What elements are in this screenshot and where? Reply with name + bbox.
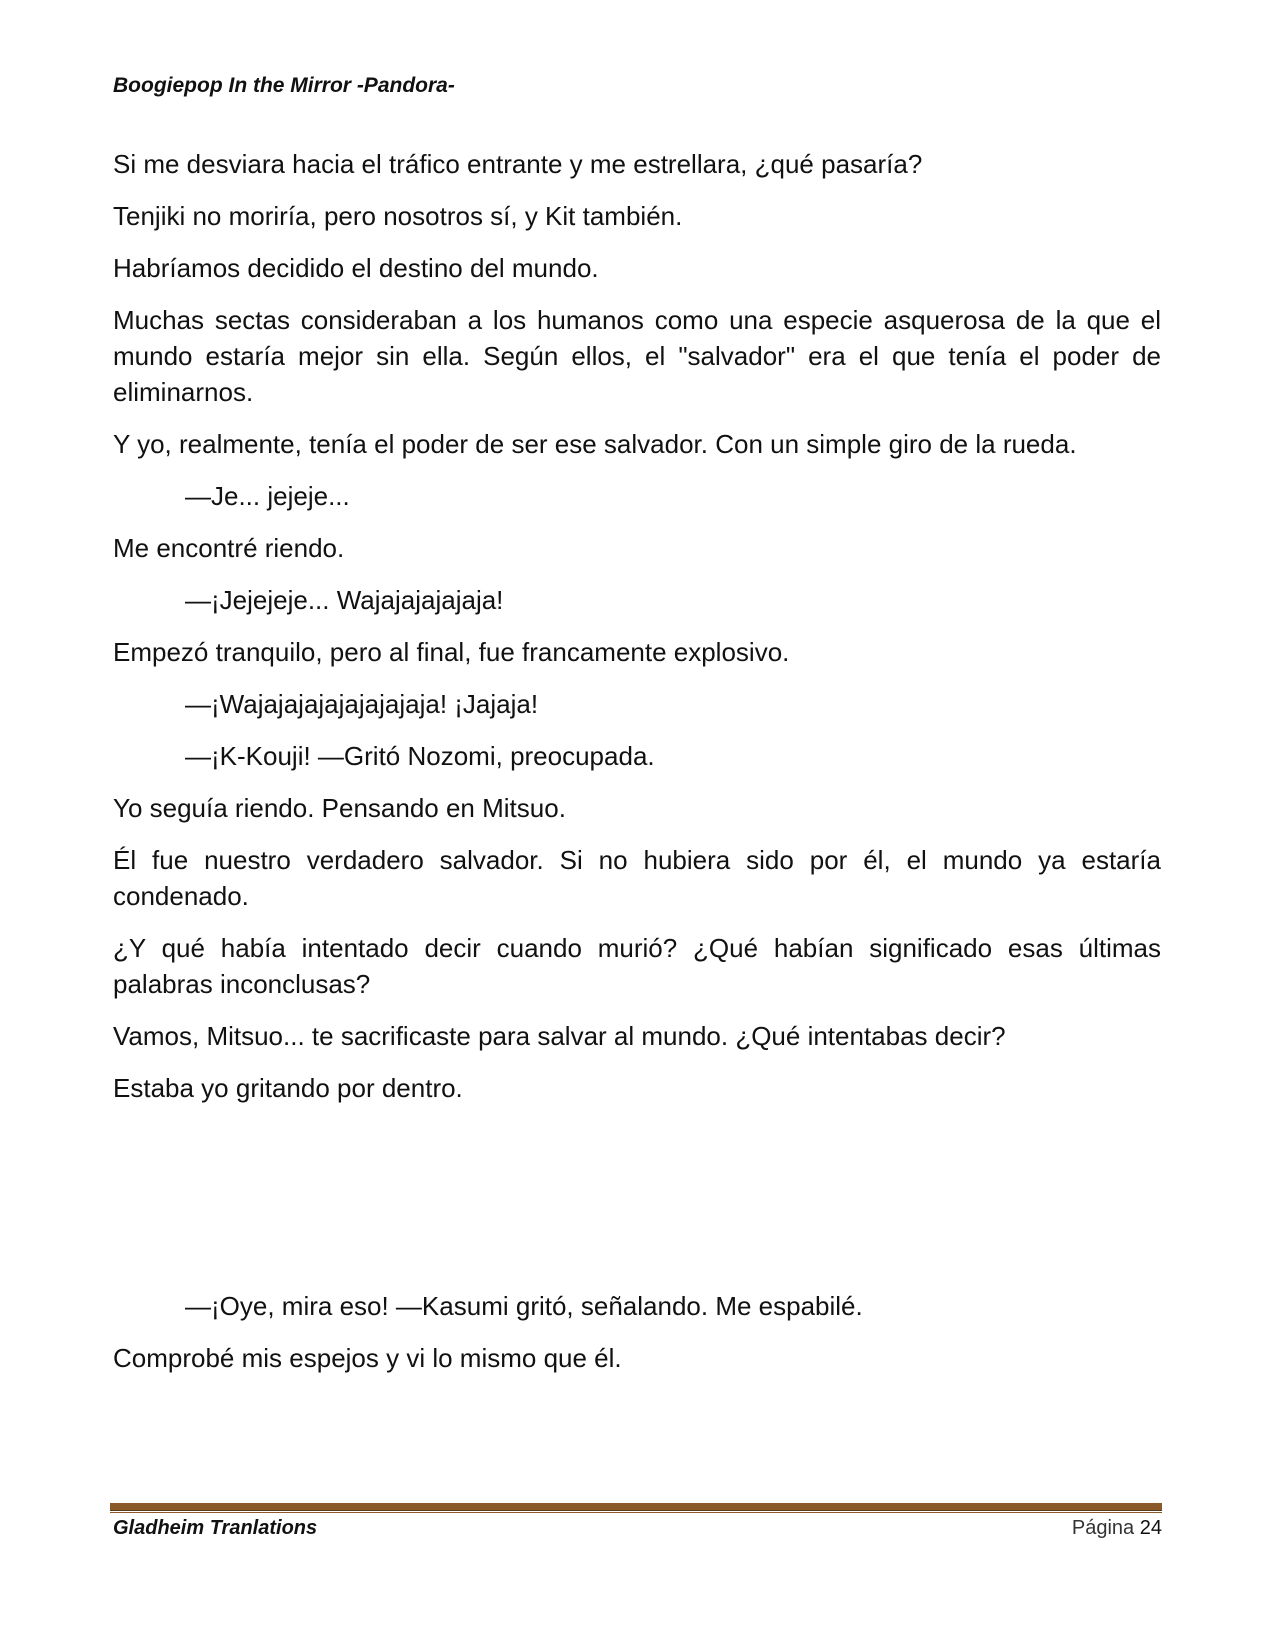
dialogue-line: —¡Jejejeje... Wajajajajajaja! xyxy=(185,585,504,615)
page-label: Página xyxy=(1071,1517,1135,1539)
dialogue-line: —Je... jejeje... xyxy=(185,481,350,511)
paragraph: Vamos, Mitsuo... te sacrificaste para salvar al mundo. ¿Qué intentabas decir? xyxy=(113,1021,1006,1051)
paragraph: ¿Y qué había intentado decir cuando murió? ¿Qué habían significado esas últimas palabras inconclusas? xyxy=(113,933,1161,999)
page-number: 24 xyxy=(1139,1517,1162,1539)
dialogue-line: —¡Oye, mira eso! —Kasumi gritó, señalando. Me espabilé. xyxy=(185,1291,863,1321)
dialogue-line: —¡K-Kouji! —Gritó Nozomi, preocupada. xyxy=(185,741,655,771)
paragraph: Si me desviara hacia el tráfico entrante y me estrellara, ¿qué pasaría? xyxy=(113,149,923,179)
footer-rule xyxy=(110,1503,1162,1511)
paragraph: Muchas sectas consideraban a los humanos como una especie asquerosa de la que el mundo estaría mejor sin ella. Según ellos, el "salvador" era el que tenía el poder de eliminarnos. xyxy=(113,305,1161,407)
paragraph: Estaba yo gritando por dentro. xyxy=(113,1073,463,1103)
paragraph: Comprobé mis espejos y vi lo mismo que él. xyxy=(113,1343,622,1373)
paragraph: Y yo, realmente, tenía el poder de ser ese salvador. Con un simple giro de la rueda. xyxy=(113,429,1077,459)
scene-break-space xyxy=(113,1122,1161,1288)
paragraph: Habríamos decidido el destino del mundo. xyxy=(113,253,599,283)
dialogue-line: —¡Wajajajajajajajajaja! ¡Jajaja! xyxy=(185,689,539,719)
paragraph: Empezó tranquilo, pero al final, fue francamente explosivo. xyxy=(113,637,790,667)
footer-rule-thin xyxy=(110,1512,1162,1513)
footer-page-number xyxy=(1072,1517,1162,1540)
paragraph: Yo seguía riendo. Pensando en Mitsuo. xyxy=(113,793,566,823)
body-text xyxy=(113,146,1161,1392)
running-header-title: Boogiepop In the Mirror -Pandora- xyxy=(113,74,455,97)
paragraph: Me encontré riendo. xyxy=(113,533,345,563)
paragraph: Tenjiki no moriría, pero nosotros sí, y Kit también. xyxy=(113,201,683,231)
paragraph: Él fue nuestro verdadero salvador. Si no hubiera sido por él, el mundo ya estaría condenado. xyxy=(113,845,1161,911)
footer-publisher: Gladheim Tranlations xyxy=(113,1517,318,1539)
